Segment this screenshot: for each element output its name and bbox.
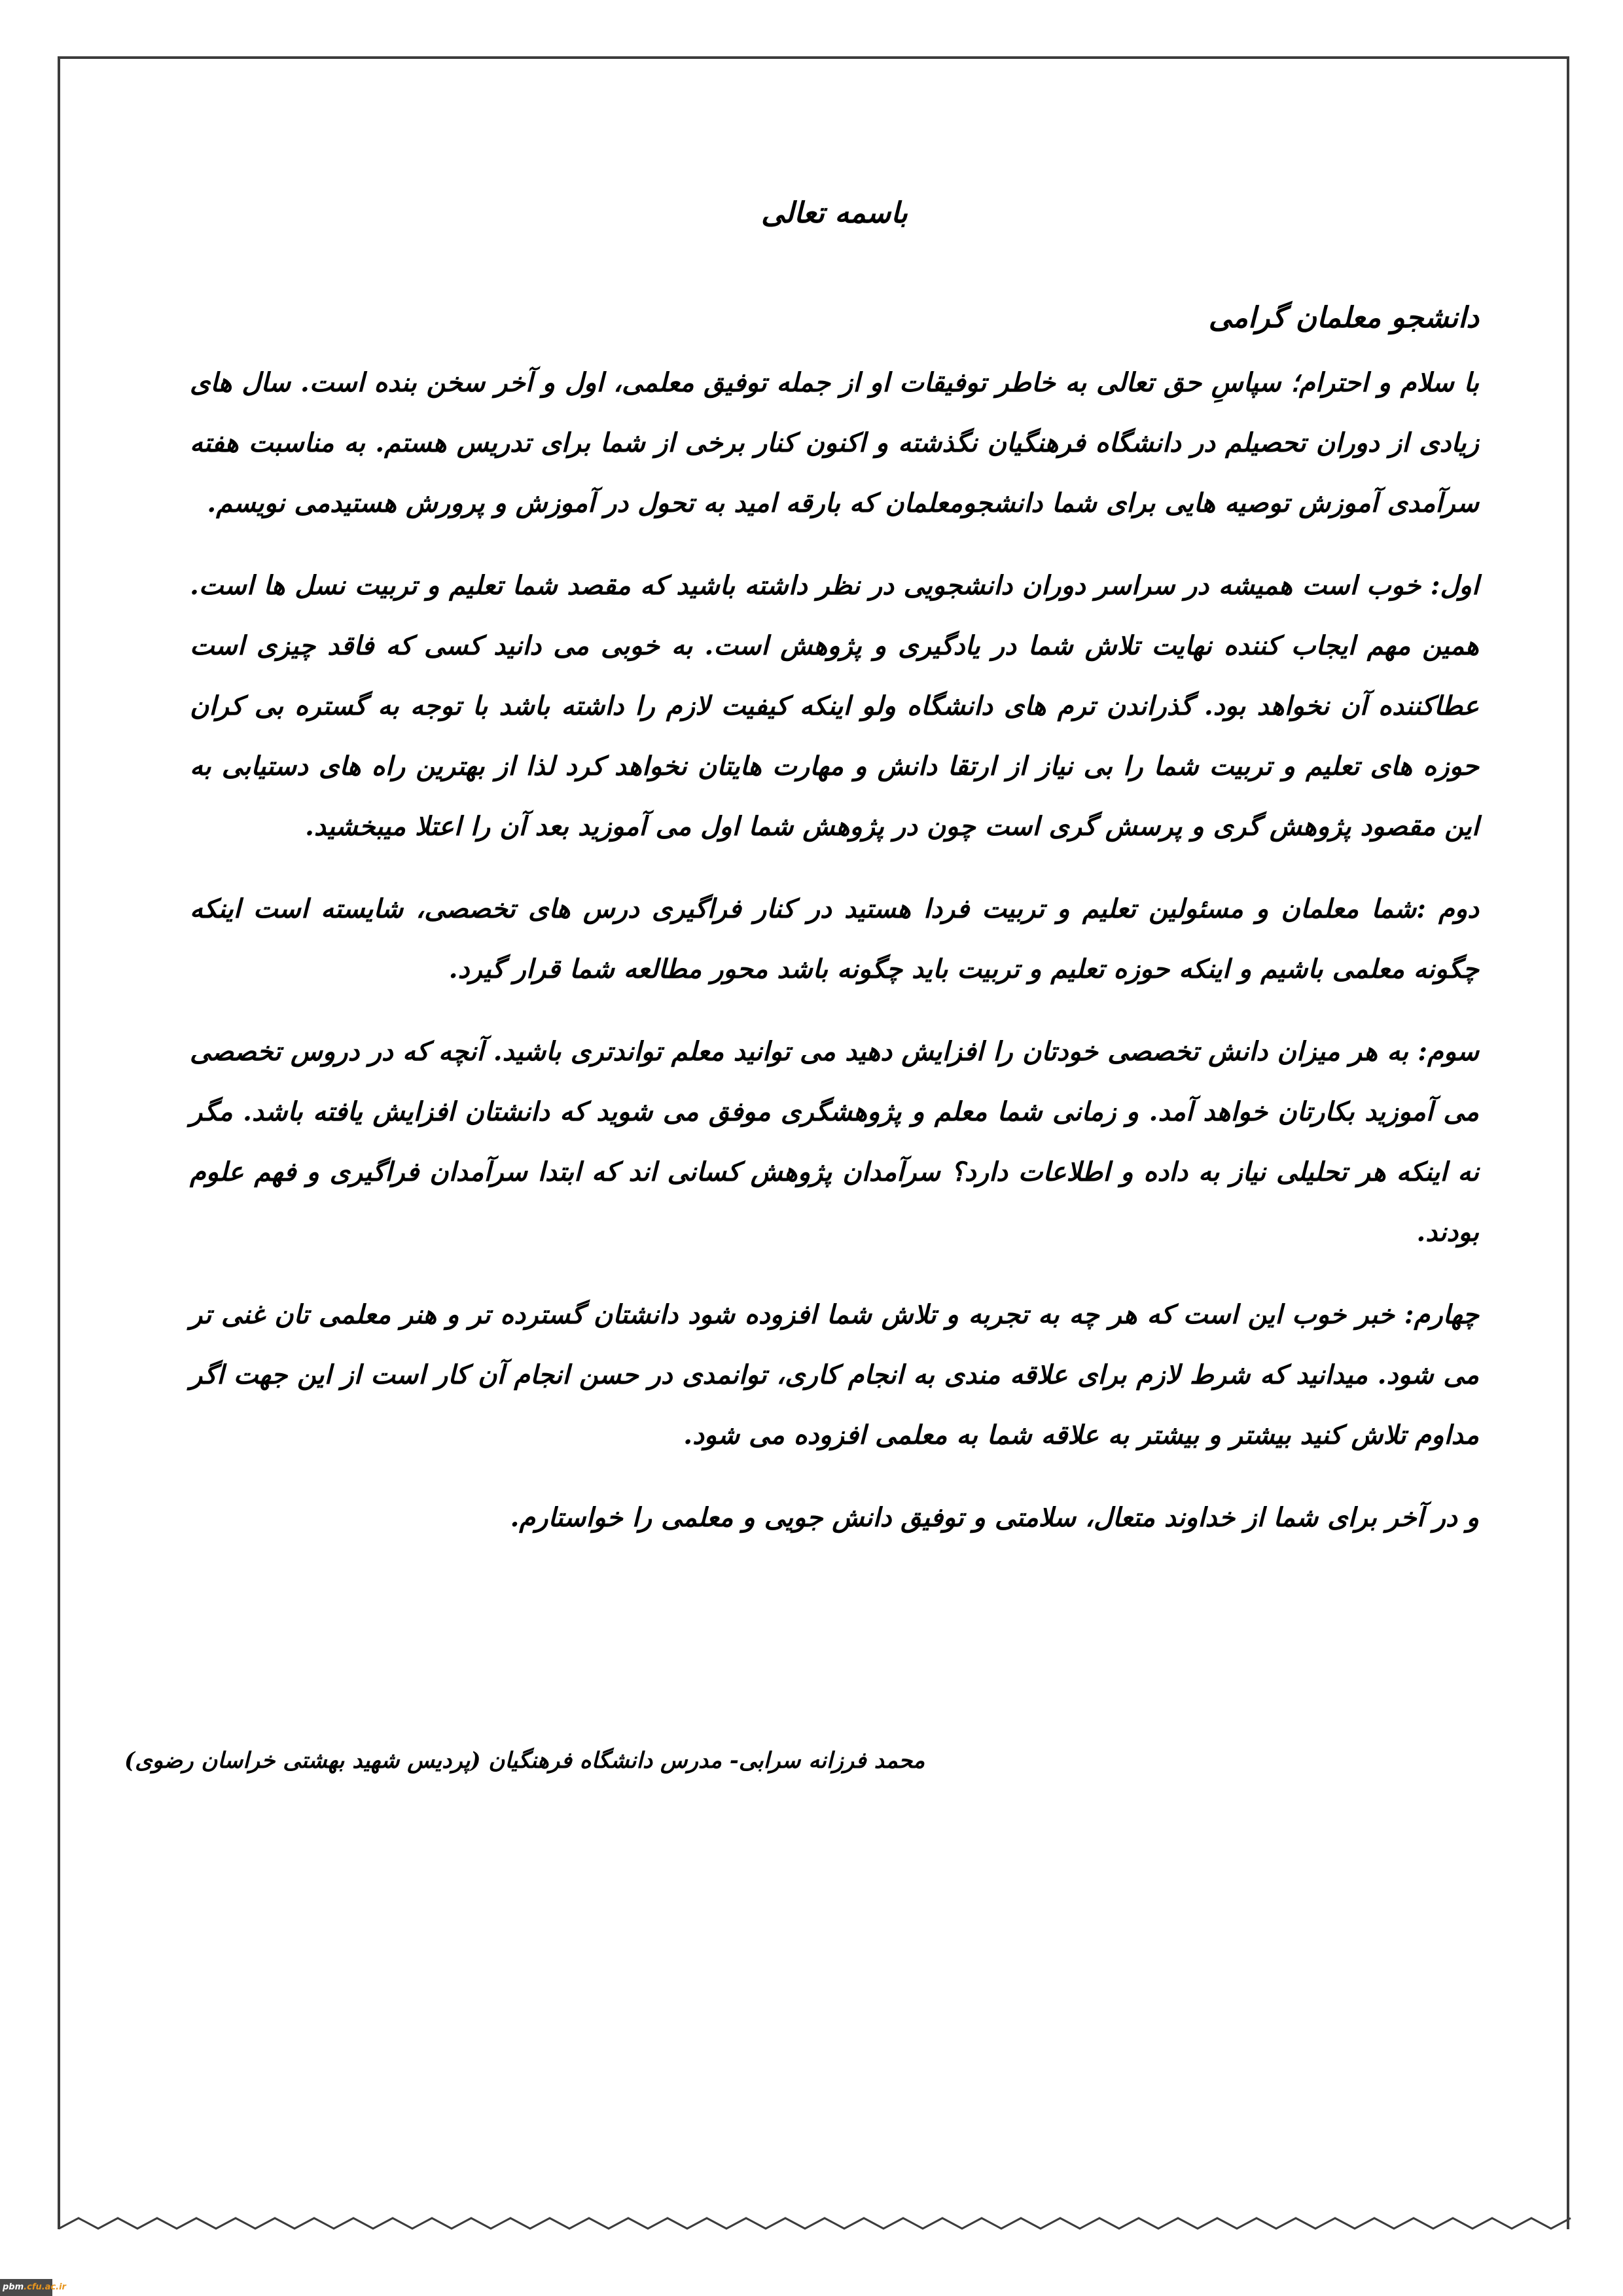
letter-body: [190, 183, 1479, 1548]
closing-line: و در آخر برای شما از خداوند متعال، سلامتی و توفیق دانش جویی و معلمی را خواستارم.: [510, 1502, 1479, 1533]
paragraph-fourth: چهارم: خبر خوب این است که هر چه به تجربه و تلاش شما افزوده شود دانشتان گسترده تر و هنر معلمی تان غنی تر می شود. میدانید که شرط لازم برای علاقه مندی به انجام کاری، توانمدی در حسن انجام آن کار است از این جهت اگر مداوم تلاش کنید بیشتر و بیشتر به علاقه شما به معلمی افزوده می شود.: [190, 1299, 1479, 1450]
watermark-prefix: pbm: [3, 2282, 24, 2292]
paragraph-third: سوم: به هر میزان دانش تخصصی خودتان را افزایش دهید می توانید معلم تواندتری باشید. آنچه که در دروس تخصصی می آموزید بکارتان خواهد آمد. و زمانی شما معلم و پژوهشگری موفق می شوید که دانشتان افزایش یافته باشد. مگر نه اینکه هر تحلیلی نیاز به داده و اطلاعات دارد؟ سرآمدان پژوهش کسانی اند که ابتدا سرآمدان فراگیری و فهم علوم بودند.: [190, 1036, 1479, 1247]
site-watermark[interactable]: [0, 2279, 66, 2296]
salutation: دانشجو معلمان گرامی: [1208, 301, 1479, 334]
watermark-domain: .cfu.ac.ir: [24, 2282, 66, 2292]
signature: محمد فرزانه سرابی- مدرس دانشگاه فرهنگیان (پردیس شهید بهشتی خراسان رضوی): [124, 1748, 925, 1774]
paragraph-first: اول: خوب است همیشه در سراسر دوران دانشجویی در نظر داشته باشید که مقصد شما تعلیم و تربیت نسل ها است. همین مهم ایجاب کننده نهایت تلاش شما در یادگیری و پژوهش است. به خوبی می دانید کسی که فاقد چیزی است عطاکننده آن نخواهد بود. گذراندن ترم های دانشگاه ولو اینکه کیفیت لازم را داشته باشد با توجه به گستره بی کران حوزه های تعلیم و تربیت شما را بی نیاز از ارتقا دانش و مهارت هایتان نخواهد کرد لذا از بهترین راه های دستیابی به این مقصود پژوهش گری و پرسش گری است چون در پژوهش شما اول می آموزید بعد آن را اعتلا میبخشید.: [190, 570, 1479, 842]
torn-edge-zigzag: [58, 2215, 1572, 2236]
paragraph-intro: با سلام و احترام؛ سپاسِ حق تعالی به خاطر توفیقات او از جمله توفیق معلمی، اول و آخر سخن بنده است. سال های زیادی از دوران تحصیلم در دانشگاه فرهنگیان نگذشته و اکنون کنار برخی از شما برای تدریس هستم. به مناسبت هفته سرآمدی آموزش توصیه هایی برای شما دانشجومعلمان که بارقه امید به تحول در آموزش و پرورش هستیدمی نویسم.: [190, 367, 1479, 518]
letter-heading: باسمه تعالی: [761, 196, 908, 230]
paragraph-second: دوم :شما معلمان و مسئولین تعلیم و تربیت فردا هستید در کنار فراگیری درس های تخصصی، شایسته است اینکه چگونه معلمی باشیم و اینکه حوزه تعلیم و تربیت باید چگونه باشد محور مطالعه شما قرار گیرد.: [190, 893, 1479, 984]
